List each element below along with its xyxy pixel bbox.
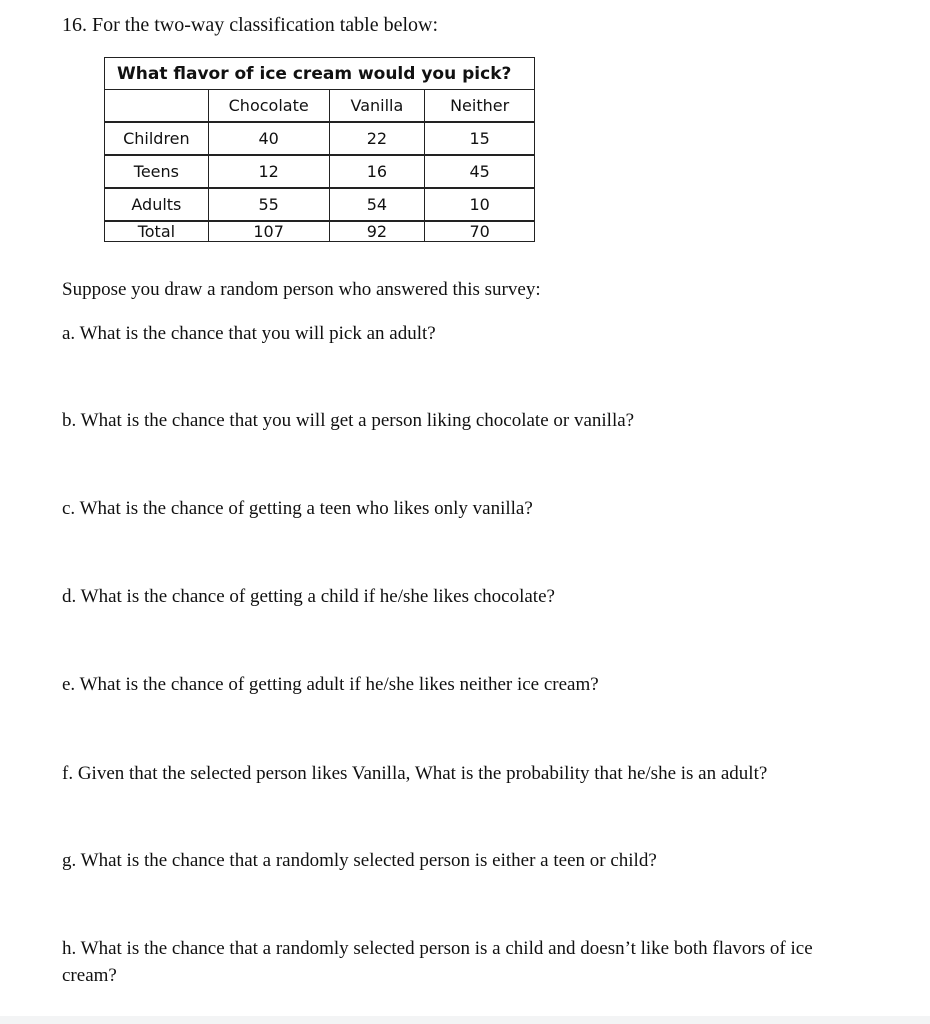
question-b: b. What is the chance that you will get a person liking chocolate or vanilla? — [62, 410, 635, 431]
question-g: g. What is the chance that a randomly selected person is either a teen or child? — [62, 850, 657, 871]
two-way-table — [104, 57, 535, 242]
row-label: Total — [105, 221, 209, 242]
page-bottom-edge — [0, 1016, 930, 1024]
cell-chocolate: 40 — [208, 122, 329, 155]
header-corner-cell — [105, 90, 209, 123]
problem-title: 16. For the two-way classification table below: — [62, 14, 439, 36]
row-label: Adults — [105, 188, 209, 221]
cell-vanilla: 22 — [329, 122, 425, 155]
cell-neither: 45 — [425, 155, 535, 188]
table-row-total — [105, 221, 535, 242]
table-caption: What flavor of ice cream would you pick? — [105, 58, 535, 90]
cell-chocolate: 107 — [208, 221, 329, 242]
cell-vanilla: 54 — [329, 188, 425, 221]
survey-intro: Suppose you draw a random person who answered this survey: — [62, 279, 541, 300]
table-row-teens — [105, 155, 535, 188]
header-vanilla: Vanilla — [329, 90, 425, 123]
cell-neither: 15 — [425, 122, 535, 155]
header-chocolate: Chocolate — [208, 90, 329, 123]
table-header-row — [105, 90, 535, 123]
cell-neither: 10 — [425, 188, 535, 221]
cell-neither: 70 — [425, 221, 535, 242]
question-c: c. What is the chance of getting a teen who likes only vanilla? — [62, 498, 533, 519]
table-row-children — [105, 122, 535, 155]
cell-vanilla: 92 — [329, 221, 425, 242]
question-h: h. What is the chance that a randomly selected person is a child and doesn’t like both flavors of ice cream? — [62, 938, 813, 986]
cell-vanilla: 16 — [329, 155, 425, 188]
row-label: Children — [105, 122, 209, 155]
header-neither: Neither — [425, 90, 535, 123]
question-a: a. What is the chance that you will pick an adult? — [62, 323, 436, 344]
question-f: f. Given that the selected person likes Vanilla, What is the probability that he/she is an adult? — [62, 763, 768, 784]
question-e: e. What is the chance of getting adult if he/she likes neither ice cream? — [62, 674, 599, 695]
question-d: d. What is the chance of getting a child if he/she likes chocolate? — [62, 586, 555, 607]
row-label: Teens — [105, 155, 209, 188]
cell-chocolate: 12 — [208, 155, 329, 188]
table-row-adults — [105, 188, 535, 221]
cell-chocolate: 55 — [208, 188, 329, 221]
